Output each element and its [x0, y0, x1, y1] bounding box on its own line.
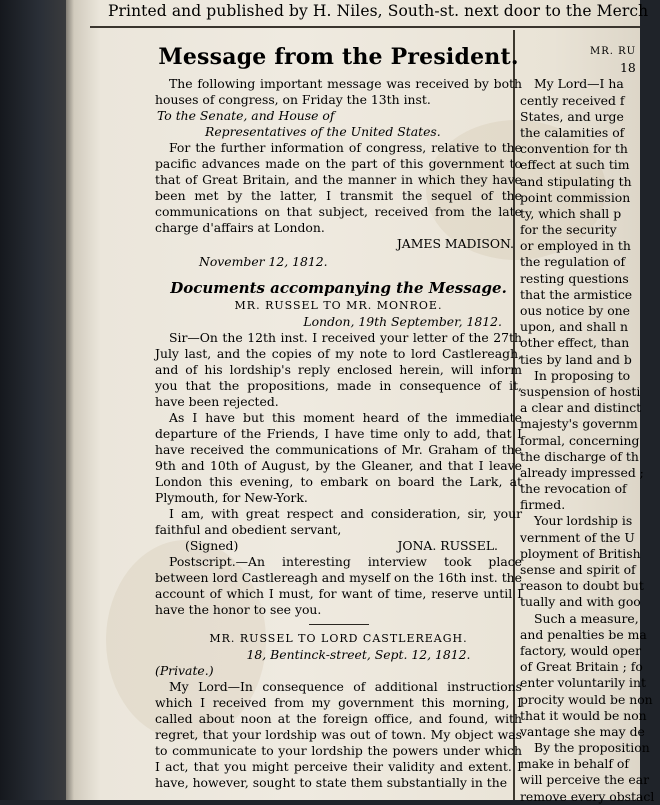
- right-column-line: Such a measure,: [534, 610, 639, 626]
- right-column-line: sense and spirit of: [520, 562, 636, 577]
- right-column-line: or employed in th: [520, 238, 631, 254]
- right-column-line: the calamities of: [520, 124, 625, 140]
- documents-heading: Documents accompanying the Message.: [170, 279, 507, 297]
- right-column-line: By the proposition: [534, 740, 650, 756]
- right-column-header: MR. RU: [590, 46, 637, 57]
- right-column-line: ty, which shall p: [520, 205, 622, 221]
- documents-subhead: MR. RUSSEL TO MR. MONROE.: [234, 299, 443, 312]
- right-column-line: States, and urge: [520, 108, 624, 124]
- right-column-line: and penalties be ma: [520, 626, 647, 642]
- right-column-line: other effect, than: [520, 335, 630, 351]
- section-divider: [309, 624, 369, 625]
- documents-para-1: Sir—On the 12th inst. I received your letter of the 27th July last, and the copies of my note to lord Castlereagh, and of his lordship's reply enclosed herein, will inform you that the propositions, made in consequence of it, have been rejected.: [155, 330, 522, 409]
- postscript: Postscript.—An interesting interview took place between lord Castlereagh and myself on the 16th inst. the account of which I must, for want of time, reserve until I have the honor to see you.: [155, 554, 522, 617]
- signed-name: JONA. RUSSEL.: [397, 538, 498, 553]
- documents-para-2: As I have but this moment heard of the immediate departure of the Friends, I have time only to add, that I have received the communications of Mr. Graham of the 9th and 10th of August, by the Gleaner, and that I leave London this evening, to embark on board the Lark, at Plymouth, for New-York.: [155, 410, 522, 505]
- right-column-line: effect at such tim: [520, 157, 630, 173]
- right-column-line: cently received f: [520, 92, 625, 108]
- right-column-line: will perceive the ear: [520, 772, 650, 788]
- article-date: November 12, 1812.: [199, 254, 328, 269]
- right-column-line: convention for th: [520, 141, 628, 157]
- right-column-line: ployment of British: [520, 545, 641, 561]
- right-column-line: In proposing to: [534, 367, 631, 383]
- right-column-line: make in behalf of: [520, 756, 629, 772]
- right-column-line: for the security: [520, 222, 617, 238]
- documents-dateline: London, 19th September, 1812.: [303, 314, 502, 329]
- signature-row: [155, 538, 522, 554]
- book-binding: [0, 0, 66, 800]
- left-column: [155, 44, 522, 791]
- letter2-dateline: 18, Bentinck-street, Sept. 12, 1812.: [246, 647, 471, 662]
- article-body: For the further information of congress, relative to the pacific advances made on the part of this government to that of Great Britain, and the manner in which they have been met by the latter, I transmit the sequel of the communications on that subject, received from the late charge d'affairs at London.: [155, 140, 522, 235]
- right-column-line: reason to doubt but: [520, 578, 644, 594]
- address-line-2: Representatives of the United States.: [205, 124, 441, 139]
- right-column-line: tually and with goo: [520, 594, 641, 610]
- right-column-line: resting questions: [520, 270, 629, 286]
- right-column-line: Your lordship is: [534, 513, 633, 529]
- right-column-line: already impressed ;: [520, 464, 644, 480]
- right-column-line: formal, concerning: [520, 432, 640, 448]
- right-column-line: enter voluntarily int: [520, 675, 646, 691]
- letter2-subhead: MR. RUSSEL TO LORD CASTLEREAGH.: [209, 632, 468, 645]
- right-column-line: factory, would oper: [520, 642, 642, 658]
- right-column-line: the revocation of: [520, 481, 627, 497]
- right-column-line: that the armistice: [520, 286, 633, 302]
- letter2-body: My Lord—In consequence of additional instructions which I received from my government this morning, I called about noon at the foreign office, and found, with regret, that your lordship was out of town. My object was to communicate to your lordship the powers under which I act, that you might perceive their validity and extent. I have, however, sought to state them substantially in the: [155, 679, 522, 790]
- right-column-line: point commission: [520, 189, 631, 205]
- right-column-line: the discharge of th: [520, 448, 639, 464]
- documents-para-3: I am, with great respect and consideration, sir, your faithful and obedient servant,: [155, 506, 522, 537]
- right-column-line: of Great Britain ; fo: [520, 659, 643, 675]
- right-column-line: procity would be non: [520, 691, 653, 707]
- masthead-rule: [90, 26, 640, 28]
- right-column-line: upon, and shall n: [520, 319, 629, 335]
- right-column-line: vantage she may de: [520, 723, 645, 739]
- page-gutter-shadow: [66, 0, 74, 800]
- address-line-1: To the Senate, and House of: [157, 108, 335, 123]
- right-column-line: and stipulating th: [520, 173, 632, 189]
- right-column-line: vernment of the U: [520, 529, 635, 545]
- right-column-line: the regulation of: [520, 254, 626, 270]
- right-column-line: firmed.: [520, 497, 566, 513]
- right-column-line: suspension of hosti: [520, 383, 641, 399]
- right-column-lines: [520, 76, 660, 804]
- right-column-line: My Lord—I ha: [534, 76, 624, 92]
- article-intro: The following important message was received by both houses of congress, on Friday the 13th inst.: [155, 76, 522, 107]
- right-column-line: ties by land and b: [520, 351, 632, 367]
- right-column-line: a clear and distinct: [520, 400, 642, 416]
- right-column-line: that it would be non: [520, 707, 647, 723]
- right-column: [520, 44, 660, 805]
- right-column-line: majesty's governm: [520, 416, 638, 432]
- article-signature: JAMES MADISON.: [396, 236, 514, 251]
- letter2-private: (Private.): [155, 663, 214, 678]
- signed-label: (Signed): [185, 538, 239, 553]
- right-column-line: ous notice by one: [520, 303, 630, 318]
- right-column-line: remove every obstacl: [520, 788, 655, 804]
- right-column-page-mark: 18: [620, 60, 636, 76]
- article-title: Message from the President.: [158, 44, 519, 70]
- masthead-imprint: Printed and published by H. Niles, South-st. next door to the Merch: [108, 2, 649, 20]
